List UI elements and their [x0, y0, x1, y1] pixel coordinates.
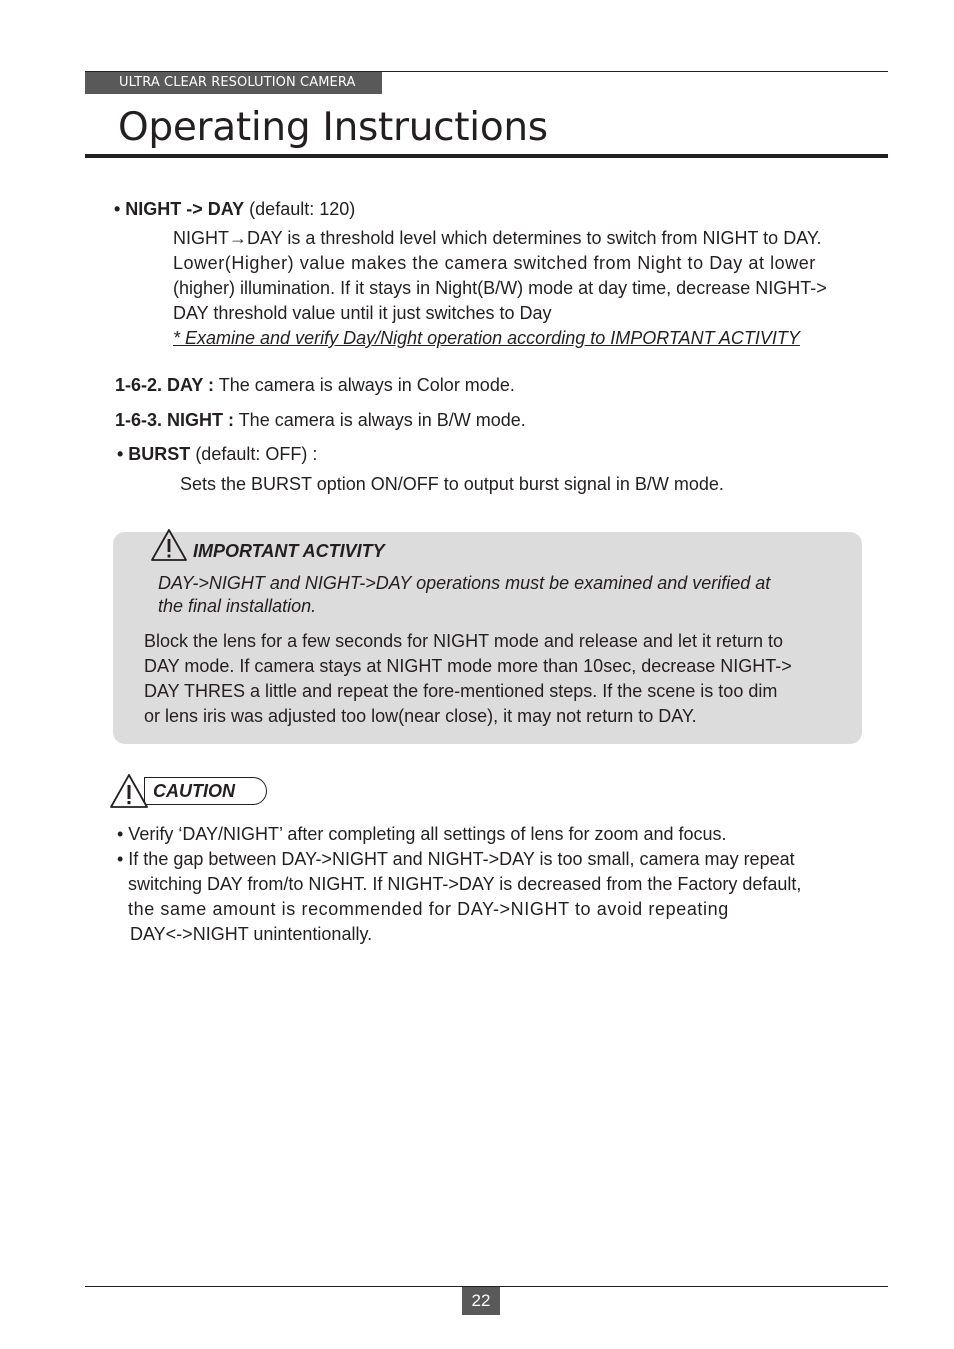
night-to-day-line: (higher) illumination. If it stays in Night(B/W) mode at day time, decrease NIGHT->	[173, 278, 827, 298]
caution-line: • If the gap between DAY->NIGHT and NIGHT->DAY is too small, camera may repeat	[117, 849, 795, 869]
night-to-day-note: * Examine and verify Day/Night operation according to IMPORTANT ACTIVITY	[173, 328, 800, 348]
night-to-day-heading	[114, 197, 355, 222]
night-mode-item	[115, 408, 526, 433]
night-mode-label: 1-6-3. NIGHT :	[115, 410, 235, 430]
important-italic-line: the final installation.	[158, 596, 317, 616]
important-italic-line: DAY->NIGHT and NIGHT->DAY operations must be examined and verified at	[158, 573, 771, 593]
caution-line: the same amount is recommended for DAY->NIGHT to avoid repeating	[128, 899, 729, 919]
burst-label: • BURST	[117, 444, 191, 464]
important-line: Block the lens for a few seconds for NIGHT mode and release and let it return to	[144, 631, 783, 651]
burst-description: Sets the BURST option ON/OFF to output burst signal in B/W mode.	[180, 474, 724, 494]
warning-triangle-icon	[109, 773, 149, 809]
caution-line: DAY<->NIGHT unintentionally.	[130, 924, 373, 944]
night-to-day-label: • NIGHT -> DAY	[114, 199, 245, 219]
important-line: DAY mode. If camera stays at NIGHT mode more than 10sec, decrease NIGHT->	[144, 656, 792, 676]
important-line: DAY THRES a little and repeat the fore-mentioned steps. If the scene is too dim	[144, 681, 778, 701]
burst-heading	[117, 442, 317, 467]
night-to-day-line: Lower(Higher) value makes the camera switched from Night to Day at lower	[173, 253, 816, 273]
page-title: Operating Instructions	[118, 105, 548, 150]
caution-line: switching DAY from/to NIGHT. If NIGHT->DAY is decreased from the Factory default,	[128, 874, 802, 894]
caution-line: • Verify ‘DAY/NIGHT’ after completing all settings of lens for zoom and focus.	[117, 824, 727, 844]
page-number: 22	[462, 1287, 500, 1315]
day-mode-item	[115, 373, 515, 398]
night-to-day-line: DAY threshold value until it just switches to Day	[173, 303, 552, 323]
title-underline	[85, 154, 888, 158]
night-mode-text: The camera is always in B/W mode.	[234, 410, 526, 430]
night-to-day-line: NIGHT→DAY is a threshold level which determines to switch from NIGHT to DAY.	[173, 228, 822, 248]
day-mode-text: The camera is always in Color mode.	[214, 375, 515, 395]
day-mode-label: 1-6-2. DAY :	[115, 375, 215, 395]
important-activity-title: IMPORTANT ACTIVITY	[193, 541, 385, 561]
caution-title: CAUTION	[153, 781, 235, 801]
night-to-day-default: (default: 120)	[244, 199, 356, 219]
important-line: or lens iris was adjusted too low(near close), it may not return to DAY.	[144, 706, 697, 726]
burst-default: (default: OFF) :	[190, 444, 318, 464]
product-tag: ULTRA CLEAR RESOLUTION CAMERA	[85, 72, 382, 94]
warning-triangle-icon	[150, 528, 188, 562]
